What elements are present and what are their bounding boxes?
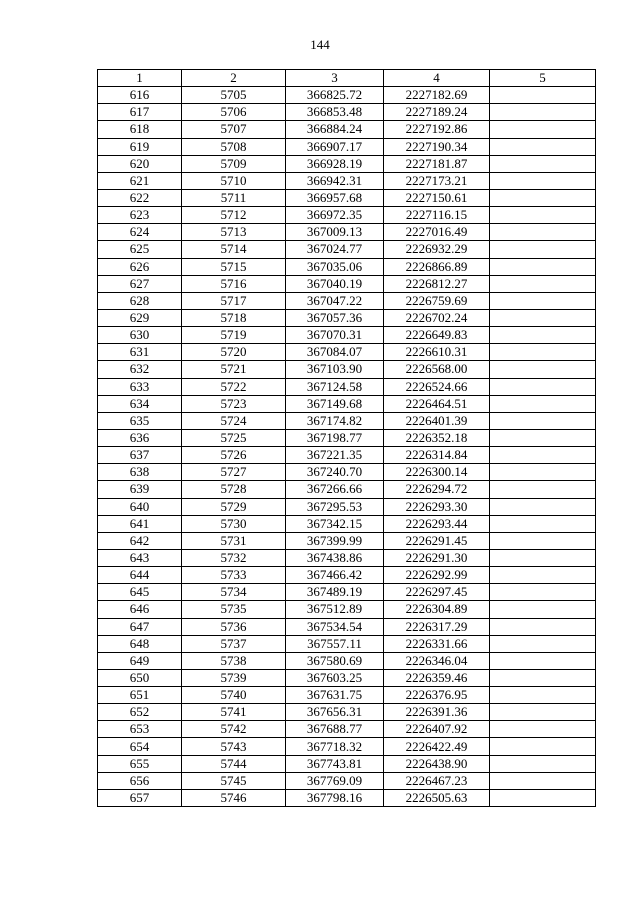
table-cell-col-5	[490, 412, 596, 429]
table-cell-col-3: 367009.13	[286, 224, 384, 241]
table-cell-col-3: 367512.89	[286, 601, 384, 618]
table-cell-col-3: 366957.68	[286, 189, 384, 206]
table-cell-col-5	[490, 395, 596, 412]
table-cell-col-1: 657	[98, 789, 182, 806]
table-cell-col-1: 618	[98, 121, 182, 138]
table-cell-col-3: 367438.86	[286, 549, 384, 566]
table-cell-col-1: 635	[98, 412, 182, 429]
table-cell-col-2: 5709	[182, 155, 286, 172]
table-cell-col-1: 616	[98, 87, 182, 104]
table-cell-col-5	[490, 635, 596, 652]
table-cell-col-5	[490, 515, 596, 532]
table-cell-col-3: 367057.36	[286, 309, 384, 326]
table-cell-col-2: 5744	[182, 755, 286, 772]
table-cell-col-2: 5734	[182, 584, 286, 601]
table-row	[98, 309, 596, 326]
table-cell-col-3: 367798.16	[286, 789, 384, 806]
table-cell-col-2: 5745	[182, 772, 286, 789]
table-row	[98, 275, 596, 292]
table-cell-col-5	[490, 532, 596, 549]
table-cell-col-5	[490, 121, 596, 138]
table-row	[98, 515, 596, 532]
table-row	[98, 87, 596, 104]
table-cell-col-1: 632	[98, 361, 182, 378]
table-row	[98, 789, 596, 806]
table-cell-col-2: 5725	[182, 429, 286, 446]
column-header-3: 3	[286, 70, 384, 87]
table-cell-col-5	[490, 721, 596, 738]
table-cell-col-5	[490, 155, 596, 172]
coordinates-table	[97, 69, 596, 807]
table-row	[98, 378, 596, 395]
table-cell-col-4: 2227181.87	[384, 155, 490, 172]
table-cell-col-2: 5708	[182, 138, 286, 155]
table-cell-col-4: 2227190.34	[384, 138, 490, 155]
table-cell-col-3: 367103.90	[286, 361, 384, 378]
table-cell-col-4: 2227173.21	[384, 172, 490, 189]
table-row	[98, 687, 596, 704]
table-cell-col-2: 5723	[182, 395, 286, 412]
column-header-5: 5	[490, 70, 596, 87]
table-cell-col-1: 637	[98, 447, 182, 464]
table-cell-col-5	[490, 87, 596, 104]
table-row	[98, 755, 596, 772]
table-row	[98, 207, 596, 224]
table-row	[98, 464, 596, 481]
table-cell-col-4: 2226524.66	[384, 378, 490, 395]
table-cell-col-5	[490, 275, 596, 292]
table-cell-col-3: 367295.53	[286, 498, 384, 515]
table-header-row	[98, 70, 596, 87]
table-cell-col-4: 2226702.24	[384, 309, 490, 326]
table-cell-col-5	[490, 447, 596, 464]
table-cell-col-3: 367240.70	[286, 464, 384, 481]
table-cell-col-3: 367718.32	[286, 738, 384, 755]
table-cell-col-3: 367149.68	[286, 395, 384, 412]
table-cell-col-5	[490, 104, 596, 121]
table-cell-col-1: 649	[98, 652, 182, 669]
table-cell-col-2: 5713	[182, 224, 286, 241]
table-row	[98, 155, 596, 172]
table-cell-col-3: 366825.72	[286, 87, 384, 104]
table-cell-col-2: 5743	[182, 738, 286, 755]
table-row	[98, 172, 596, 189]
table-cell-col-2: 5746	[182, 789, 286, 806]
table-cell-col-1: 636	[98, 429, 182, 446]
table-cell-col-1: 621	[98, 172, 182, 189]
table-cell-col-3: 367198.77	[286, 429, 384, 446]
table-row	[98, 601, 596, 618]
table-cell-col-1: 653	[98, 721, 182, 738]
table-cell-col-3: 366884.24	[286, 121, 384, 138]
table-cell-col-5	[490, 464, 596, 481]
table-cell-col-5	[490, 172, 596, 189]
table-cell-col-2: 5731	[182, 532, 286, 549]
table-cell-col-3: 367266.66	[286, 481, 384, 498]
table-row	[98, 772, 596, 789]
table-cell-col-4: 2226331.66	[384, 635, 490, 652]
table-cell-col-4: 2226293.30	[384, 498, 490, 515]
table-cell-col-5	[490, 687, 596, 704]
table-cell-col-5	[490, 241, 596, 258]
table-cell-col-1: 617	[98, 104, 182, 121]
table-cell-col-5	[490, 704, 596, 721]
table-cell-col-4: 2226812.27	[384, 275, 490, 292]
table-cell-col-4: 2227116.15	[384, 207, 490, 224]
table-cell-col-2: 5733	[182, 567, 286, 584]
table-cell-col-1: 626	[98, 258, 182, 275]
table-row	[98, 344, 596, 361]
table-cell-col-5	[490, 138, 596, 155]
table-cell-col-3: 367631.75	[286, 687, 384, 704]
table-cell-col-4: 2226568.00	[384, 361, 490, 378]
table-row	[98, 104, 596, 121]
table-cell-col-2: 5738	[182, 652, 286, 669]
table-row	[98, 618, 596, 635]
table-cell-col-4: 2226649.83	[384, 327, 490, 344]
table-row	[98, 669, 596, 686]
table-cell-col-1: 655	[98, 755, 182, 772]
table-cell-col-4: 2227189.24	[384, 104, 490, 121]
table-row	[98, 498, 596, 515]
table-cell-col-5	[490, 361, 596, 378]
table-cell-col-4: 2226401.39	[384, 412, 490, 429]
table-cell-col-4: 2227182.69	[384, 87, 490, 104]
table-cell-col-3: 367174.82	[286, 412, 384, 429]
table-cell-col-1: 650	[98, 669, 182, 686]
table-cell-col-2: 5711	[182, 189, 286, 206]
table-cell-col-5	[490, 618, 596, 635]
table-cell-col-1: 646	[98, 601, 182, 618]
table-cell-col-1: 643	[98, 549, 182, 566]
table-cell-col-1: 622	[98, 189, 182, 206]
table-cell-col-5	[490, 309, 596, 326]
table-cell-col-4: 2226610.31	[384, 344, 490, 361]
table-cell-col-2: 5705	[182, 87, 286, 104]
table-cell-col-3: 367399.99	[286, 532, 384, 549]
table-cell-col-4: 2226438.90	[384, 755, 490, 772]
table-cell-col-5	[490, 292, 596, 309]
table-cell-col-2: 5707	[182, 121, 286, 138]
table-cell-col-3: 367489.19	[286, 584, 384, 601]
table-cell-col-1: 630	[98, 327, 182, 344]
table-cell-col-1: 644	[98, 567, 182, 584]
table-cell-col-2: 5720	[182, 344, 286, 361]
table-cell-col-4: 2227192.86	[384, 121, 490, 138]
table-cell-col-4: 2226422.49	[384, 738, 490, 755]
table-cell-col-2: 5714	[182, 241, 286, 258]
table-cell-col-3: 367656.31	[286, 704, 384, 721]
table-cell-col-1: 628	[98, 292, 182, 309]
table-cell-col-3: 367024.77	[286, 241, 384, 258]
table-cell-col-3: 367040.19	[286, 275, 384, 292]
table-row	[98, 258, 596, 275]
table-cell-col-4: 2226391.36	[384, 704, 490, 721]
table-cell-col-3: 367769.09	[286, 772, 384, 789]
table-cell-col-5	[490, 258, 596, 275]
table-cell-col-3: 366928.19	[286, 155, 384, 172]
table-cell-col-4: 2226464.51	[384, 395, 490, 412]
table-cell-col-1: 654	[98, 738, 182, 755]
table-cell-col-4: 2226297.45	[384, 584, 490, 601]
table-row	[98, 412, 596, 429]
table-cell-col-3: 367466.42	[286, 567, 384, 584]
table-cell-col-5	[490, 429, 596, 446]
table-cell-col-1: 647	[98, 618, 182, 635]
table-cell-col-5	[490, 207, 596, 224]
table-cell-col-2: 5718	[182, 309, 286, 326]
table-row	[98, 704, 596, 721]
table-cell-col-3: 367603.25	[286, 669, 384, 686]
page-number: 144	[310, 37, 330, 52]
table-cell-col-2: 5726	[182, 447, 286, 464]
table-cell-col-1: 624	[98, 224, 182, 241]
table-row	[98, 721, 596, 738]
table-row	[98, 189, 596, 206]
table-cell-col-3: 367070.31	[286, 327, 384, 344]
table-cell-col-2: 5716	[182, 275, 286, 292]
table-row	[98, 361, 596, 378]
table-cell-col-1: 641	[98, 515, 182, 532]
table-cell-col-4: 2227016.49	[384, 224, 490, 241]
table-cell-col-5	[490, 567, 596, 584]
table-cell-col-4: 2226294.72	[384, 481, 490, 498]
table-cell-col-5	[490, 584, 596, 601]
table-cell-col-5	[490, 224, 596, 241]
table-cell-col-5	[490, 755, 596, 772]
table-row	[98, 327, 596, 344]
table-row	[98, 481, 596, 498]
table-cell-col-2: 5739	[182, 669, 286, 686]
table-cell-col-5	[490, 549, 596, 566]
table-cell-col-2: 5728	[182, 481, 286, 498]
table-row	[98, 532, 596, 549]
table-cell-col-1: 620	[98, 155, 182, 172]
table-cell-col-5	[490, 669, 596, 686]
table-cell-col-3: 367743.81	[286, 755, 384, 772]
table-cell-col-4: 2226304.89	[384, 601, 490, 618]
table-cell-col-3: 367221.35	[286, 447, 384, 464]
table-cell-col-2: 5715	[182, 258, 286, 275]
table-cell-col-2: 5710	[182, 172, 286, 189]
table-cell-col-5	[490, 789, 596, 806]
table-cell-col-4: 2226352.18	[384, 429, 490, 446]
table-cell-col-4: 2226505.63	[384, 789, 490, 806]
table-cell-col-4: 2226291.45	[384, 532, 490, 549]
table-cell-col-5	[490, 738, 596, 755]
table-cell-col-3: 367035.06	[286, 258, 384, 275]
table-row	[98, 138, 596, 155]
table-row	[98, 121, 596, 138]
table-cell-col-1: 619	[98, 138, 182, 155]
table-cell-col-5	[490, 481, 596, 498]
table-cell-col-4: 2226759.69	[384, 292, 490, 309]
table-cell-col-5	[490, 378, 596, 395]
table-cell-col-3: 367342.15	[286, 515, 384, 532]
table-cell-col-4: 2226467.23	[384, 772, 490, 789]
table-row	[98, 292, 596, 309]
table-cell-col-4: 2227150.61	[384, 189, 490, 206]
table-cell-col-4: 2226407.92	[384, 721, 490, 738]
table-cell-col-4: 2226314.84	[384, 447, 490, 464]
table-cell-col-2: 5737	[182, 635, 286, 652]
column-header-2: 2	[182, 70, 286, 87]
table-row	[98, 224, 596, 241]
table-cell-col-3: 367557.11	[286, 635, 384, 652]
table-cell-col-4: 2226291.30	[384, 549, 490, 566]
table-cell-col-2: 5722	[182, 378, 286, 395]
table-cell-col-1: 640	[98, 498, 182, 515]
table-row	[98, 567, 596, 584]
table-cell-col-2: 5727	[182, 464, 286, 481]
table-cell-col-5	[490, 498, 596, 515]
table-cell-col-3: 366942.31	[286, 172, 384, 189]
table-cell-col-1: 652	[98, 704, 182, 721]
table-cell-col-2: 5729	[182, 498, 286, 515]
table-cell-col-1: 623	[98, 207, 182, 224]
table-row	[98, 447, 596, 464]
table-cell-col-4: 2226317.29	[384, 618, 490, 635]
table-cell-col-2: 5735	[182, 601, 286, 618]
table-cell-col-3: 366853.48	[286, 104, 384, 121]
table-cell-col-3: 367084.07	[286, 344, 384, 361]
table-cell-col-1: 638	[98, 464, 182, 481]
table-cell-col-2: 5740	[182, 687, 286, 704]
table-cell-col-2: 5724	[182, 412, 286, 429]
table-cell-col-4: 2226293.44	[384, 515, 490, 532]
table-cell-col-1: 634	[98, 395, 182, 412]
table-cell-col-2: 5719	[182, 327, 286, 344]
table-cell-col-3: 367124.58	[286, 378, 384, 395]
table-cell-col-1: 651	[98, 687, 182, 704]
table-cell-col-4: 2226292.99	[384, 567, 490, 584]
table-cell-col-2: 5742	[182, 721, 286, 738]
table-cell-col-5	[490, 652, 596, 669]
table-row	[98, 429, 596, 446]
table-cell-col-3: 367688.77	[286, 721, 384, 738]
table-cell-col-1: 625	[98, 241, 182, 258]
table-cell-col-1: 656	[98, 772, 182, 789]
table-cell-col-2: 5741	[182, 704, 286, 721]
table-row	[98, 584, 596, 601]
table-cell-col-2: 5721	[182, 361, 286, 378]
table-cell-col-1: 648	[98, 635, 182, 652]
table-cell-col-4: 2226346.04	[384, 652, 490, 669]
table-row	[98, 241, 596, 258]
table-cell-col-3: 366972.35	[286, 207, 384, 224]
table-cell-col-3: 367580.69	[286, 652, 384, 669]
table-row	[98, 738, 596, 755]
table-cell-col-1: 631	[98, 344, 182, 361]
column-header-1: 1	[98, 70, 182, 87]
table-row	[98, 549, 596, 566]
table-cell-col-4: 2226932.29	[384, 241, 490, 258]
table-cell-col-3: 366907.17	[286, 138, 384, 155]
table-row	[98, 395, 596, 412]
table-row	[98, 652, 596, 669]
table-cell-col-5	[490, 189, 596, 206]
table-cell-col-3: 367047.22	[286, 292, 384, 309]
table-cell-col-1: 629	[98, 309, 182, 326]
table-body	[98, 87, 596, 807]
table-row	[98, 635, 596, 652]
table-cell-col-1: 645	[98, 584, 182, 601]
table-cell-col-2: 5730	[182, 515, 286, 532]
table-cell-col-1: 642	[98, 532, 182, 549]
table-cell-col-4: 2226376.95	[384, 687, 490, 704]
table-cell-col-5	[490, 601, 596, 618]
table-cell-col-2: 5717	[182, 292, 286, 309]
table-cell-col-4: 2226300.14	[384, 464, 490, 481]
table-cell-col-5	[490, 344, 596, 361]
table-cell-col-3: 367534.54	[286, 618, 384, 635]
table-cell-col-2: 5732	[182, 549, 286, 566]
table-cell-col-4: 2226359.46	[384, 669, 490, 686]
table-cell-col-2: 5712	[182, 207, 286, 224]
table-cell-col-4: 2226866.89	[384, 258, 490, 275]
table-cell-col-2: 5736	[182, 618, 286, 635]
table-cell-col-1: 633	[98, 378, 182, 395]
table-cell-col-1: 627	[98, 275, 182, 292]
table-cell-col-5	[490, 327, 596, 344]
table-cell-col-1: 639	[98, 481, 182, 498]
table-cell-col-2: 5706	[182, 104, 286, 121]
table-cell-col-5	[490, 772, 596, 789]
column-header-4: 4	[384, 70, 490, 87]
